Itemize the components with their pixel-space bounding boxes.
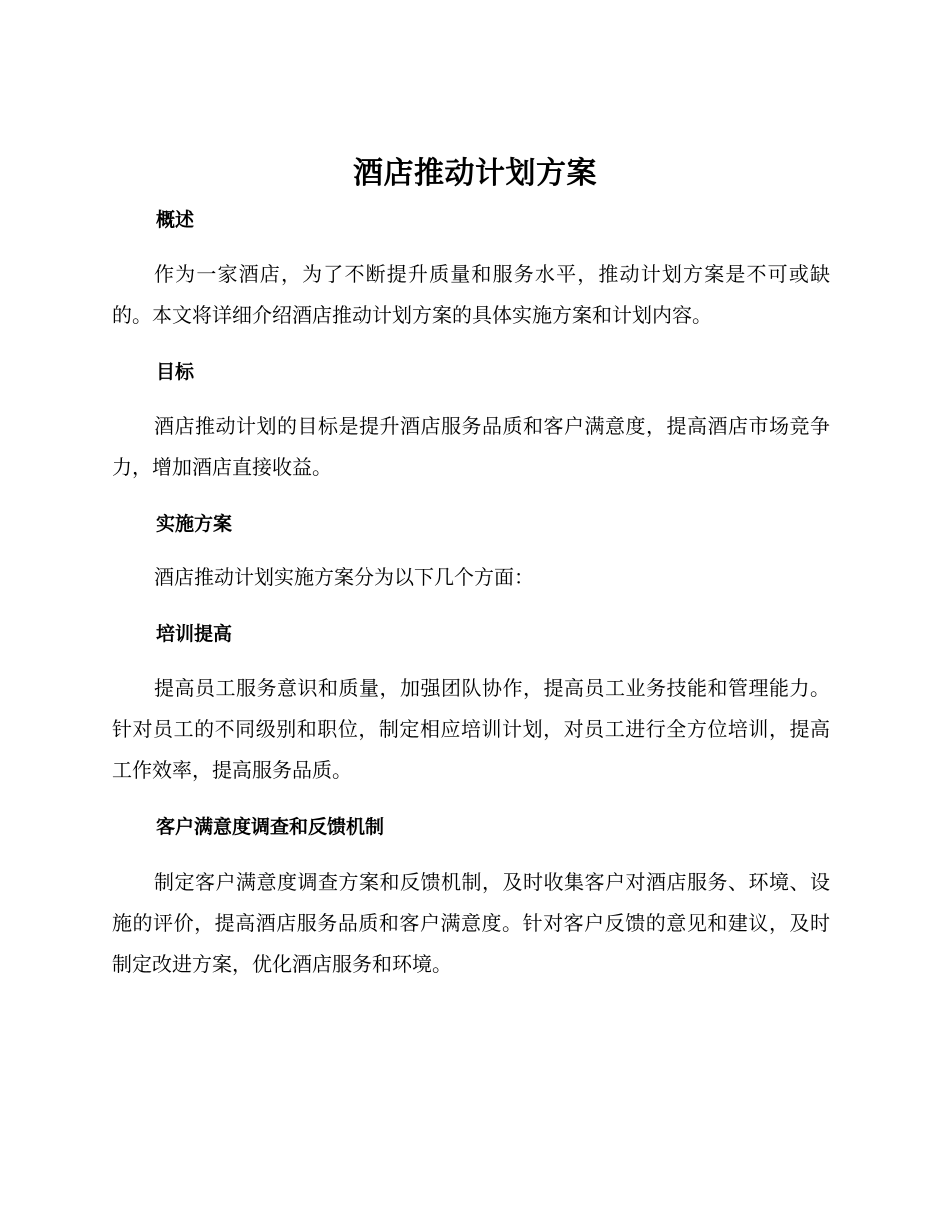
document-title: 酒店推动计划方案: [353, 156, 597, 191]
section-heading-goal: 目标: [156, 361, 195, 383]
section-body-implementation: 酒店推动计划实施方案分为以下几个方面：: [154, 565, 534, 589]
section-body-goal: 酒店推动计划的目标是提升酒店服务品质和客户满意度，提高酒店市场竞争力，增加酒店直接收益。: [112, 414, 830, 479]
section-body-customer-feedback: 制定客户满意度调查方案和反馈机制，及时收集客户对酒店服务、环境、设施的评价，提高酒店服务品质和客户满意度。针对客户反馈的意见和建议，及时制定改进方案，优化酒店服务和环境。: [112, 870, 830, 976]
section-heading-overview: 概述: [156, 209, 195, 231]
section-body-overview: 作为一家酒店，为了不断提升质量和服务水平，推动计划方案是不可或缺的。本文将详细介绍酒店推动计划方案的具体实施方案和计划内容。: [112, 262, 830, 327]
section-heading-implementation: 实施方案: [156, 513, 233, 535]
section-heading-training: 培训提高: [156, 623, 233, 645]
section-heading-customer-feedback: 客户满意度调查和反馈机制: [156, 816, 385, 838]
section-body-training: 提高员工服务意识和质量，加强团队协作，提高员工业务技能和管理能力。针对员工的不同级别和职位，制定相应培训计划，对员工进行全方位培训，提高工作效率，提高服务品质。: [112, 676, 830, 782]
